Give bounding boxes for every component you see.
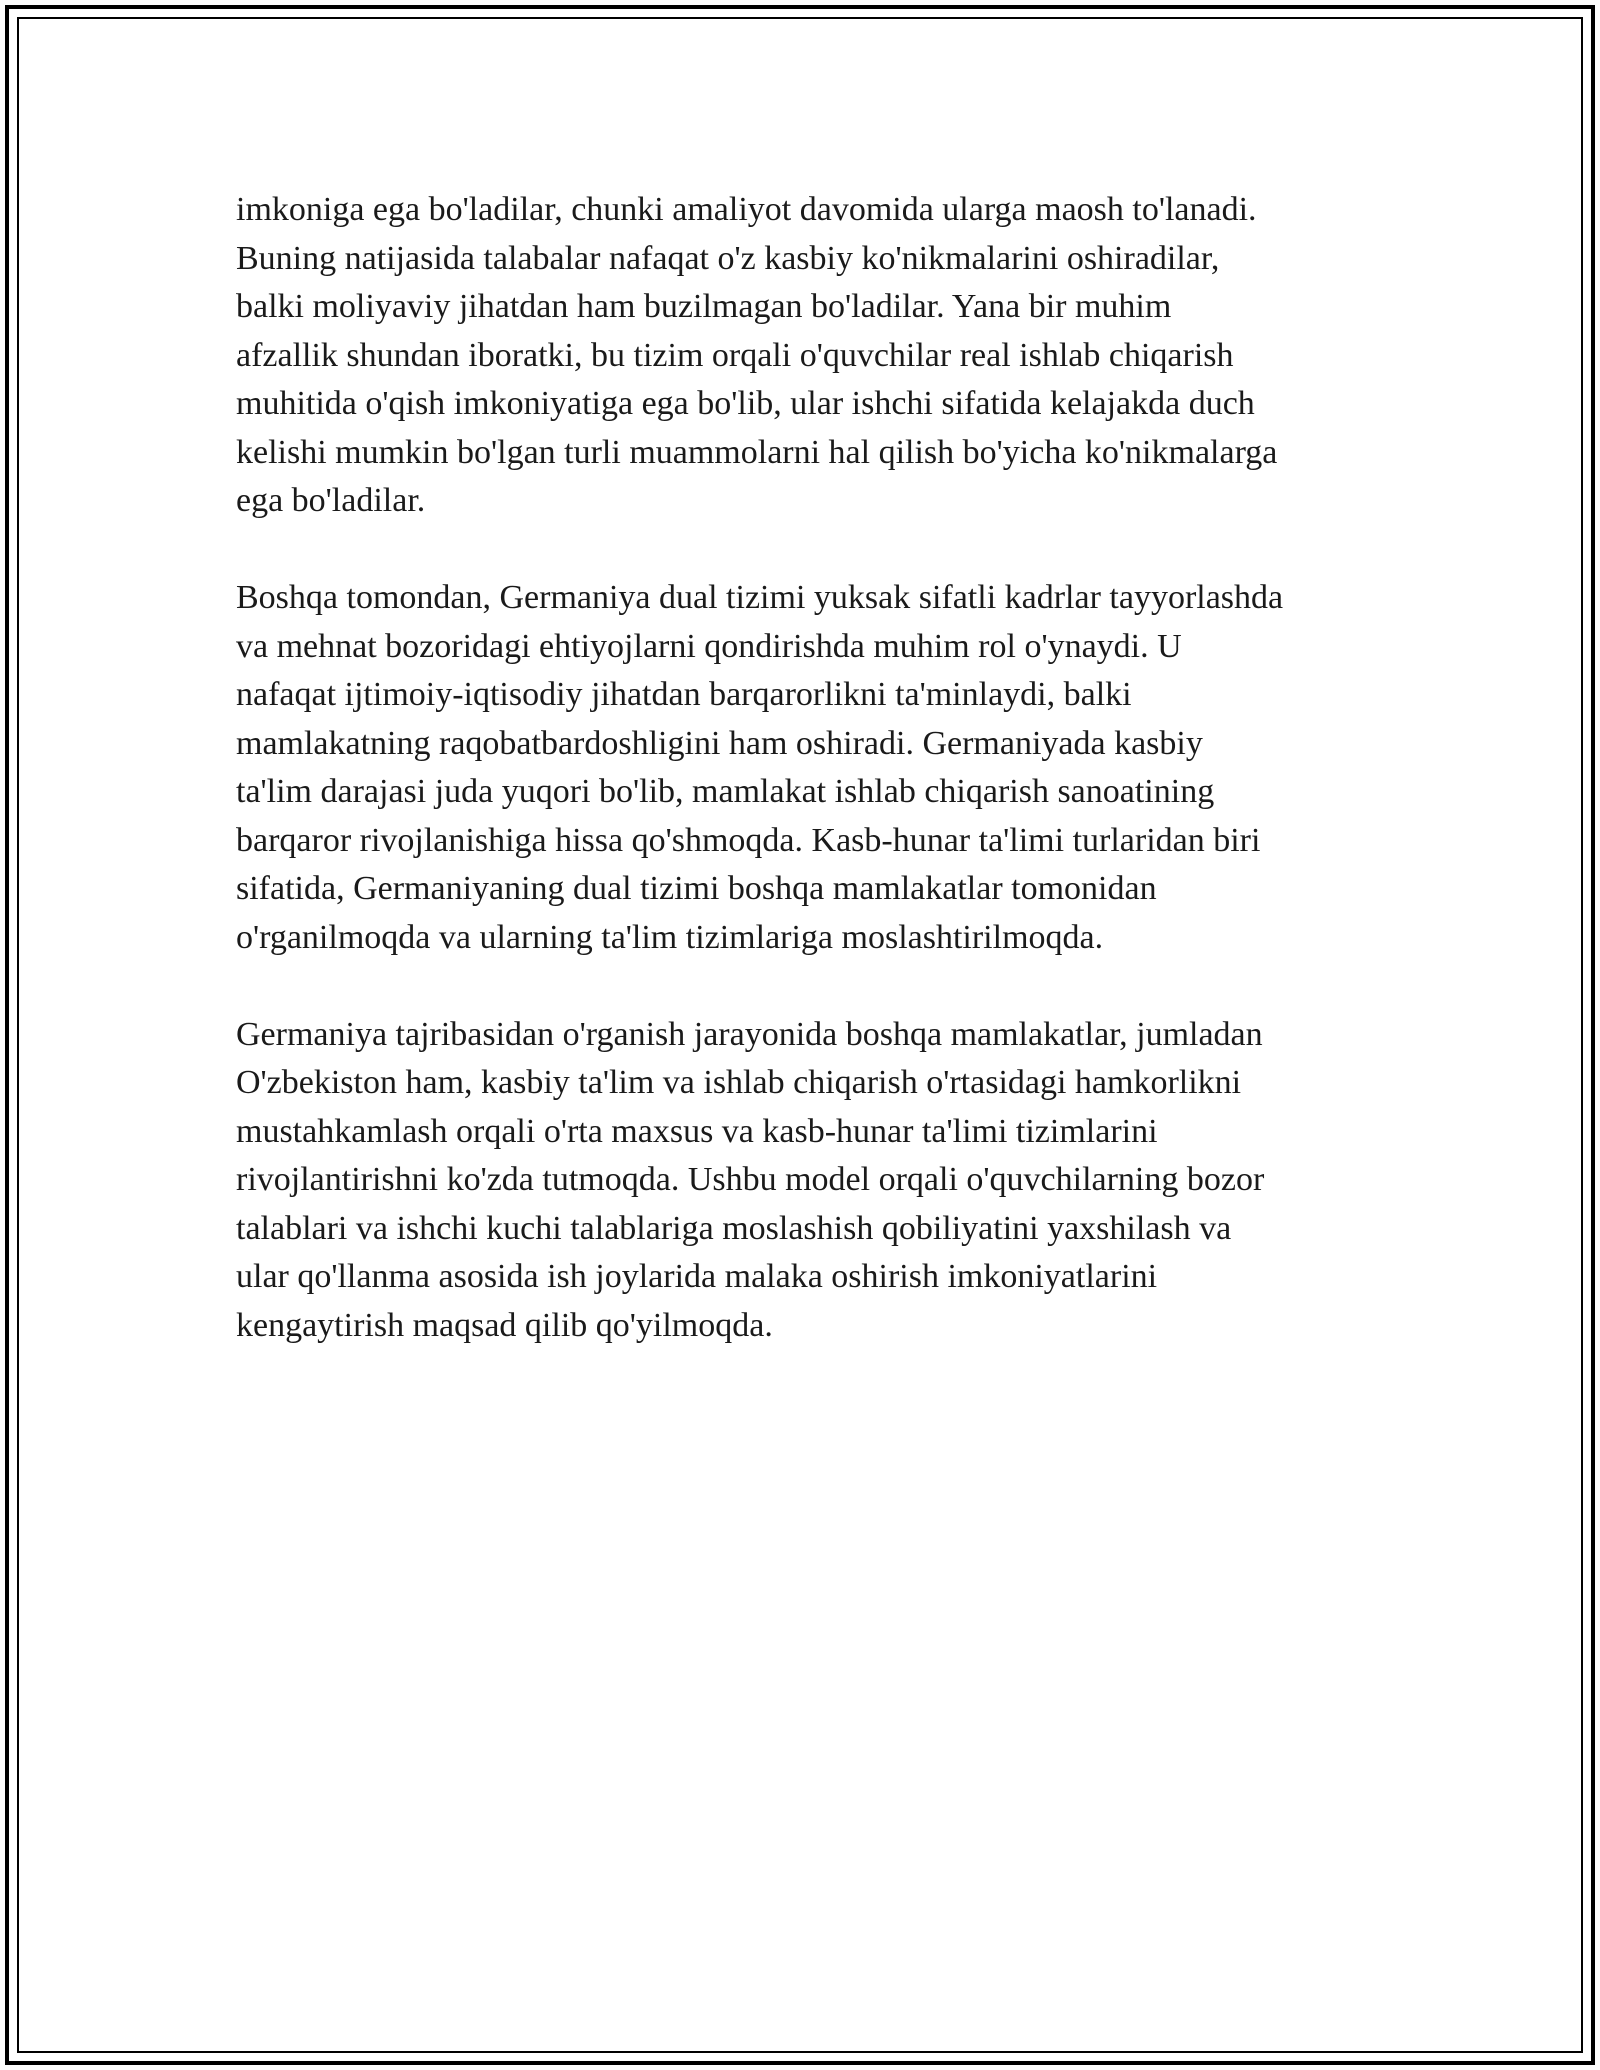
paragraph-3 — [236, 1011, 1376, 1351]
document-body — [236, 186, 1376, 1350]
text-line: imkoniga ega bo'ladilar, chunki amaliyot davomida ularga maosh to'lanadi. — [236, 191, 1257, 228]
text-line: O'zbekiston ham, kasbiy ta'lim va ishlab chiqarish o'rtasidagi hamkorlikni — [236, 1064, 1242, 1101]
text-line: sifatida, Germaniyaning dual tizimi boshqa mamlakatlar tomonidan — [236, 870, 1157, 907]
paragraph-gap — [236, 962, 1376, 1011]
paragraph-gap — [236, 526, 1376, 575]
text-line: Germaniya tajribasidan o'rganish jarayonida boshqa mamlakatlar, jumladan — [236, 1015, 1263, 1053]
text-line: talablari va ishchi kuchi talablariga moslashish qobiliyatini yaxshilash va — [236, 1209, 1232, 1247]
text-line: nafaqat ijtimoiy-iqtisodiy jihatdan barqarorlikni ta'minlaydi, balki — [236, 676, 1132, 713]
text-line: kengaytirish maqsad qilib qo'yilmoqda. — [236, 1306, 773, 1344]
text-line: mustahkamlash orqali o'rta maxsus va kasb-hunar ta'limi tizimlarini — [236, 1112, 1158, 1150]
text-line: ega bo'ladilar. — [236, 482, 426, 519]
text-line: mamlakatning raqobatbardoshligini ham oshiradi. Germaniyada kasbiy — [236, 724, 1203, 762]
paragraph-2 — [236, 574, 1376, 962]
text-line: kelishi mumkin bo'lgan turli muammolarni hal qilish bo'yicha ko'nikmalarga — [236, 433, 1278, 471]
text-line: rivojlantirishni ko'zda tutmoqda. Ushbu model orqali o'quvchilarning bozor — [236, 1161, 1265, 1198]
text-line: Boshqa tomondan, Germaniya dual tizimi yuksak sifatli kadrlar tayyorlashda — [236, 579, 1284, 616]
text-line: afzallik shundan iboratki, bu tizim orqali o'quvchilar real ishlab chiqarish — [236, 336, 1234, 374]
text-line: va mehnat bozoridagi ehtiyojlarni qondirishda muhim rol o'ynaydi. U — [236, 627, 1182, 665]
text-line: Buning natijasida talabalar nafaqat o'z kasbiy ko'nikmalarini oshiradilar, — [236, 239, 1220, 277]
text-line: o'rganilmoqda va ularning ta'lim tizimlariga moslashtirilmoqda. — [236, 918, 1104, 956]
paragraph-1 — [236, 186, 1376, 526]
text-line: balki moliyaviy jihatdan ham buzilmagan bo'ladilar. Yana bir muhim — [236, 288, 1172, 325]
text-line: barqaror rivojlanishiga hissa qo'shmoqda. Kasb-hunar ta'limi turlaridan biri — [236, 821, 1261, 859]
text-line: ta'lim darajasi juda yuqori bo'lib, mamlakat ishlab chiqarish sanoatining — [236, 773, 1215, 810]
text-line: ular qo'llanma asosida ish joylarida malaka oshirish imkoniyatlarini — [236, 1258, 1158, 1295]
text-line: muhitida o'qish imkoniyatiga ega bo'lib, ular ishchi sifatida kelajakda duch — [236, 385, 1255, 422]
